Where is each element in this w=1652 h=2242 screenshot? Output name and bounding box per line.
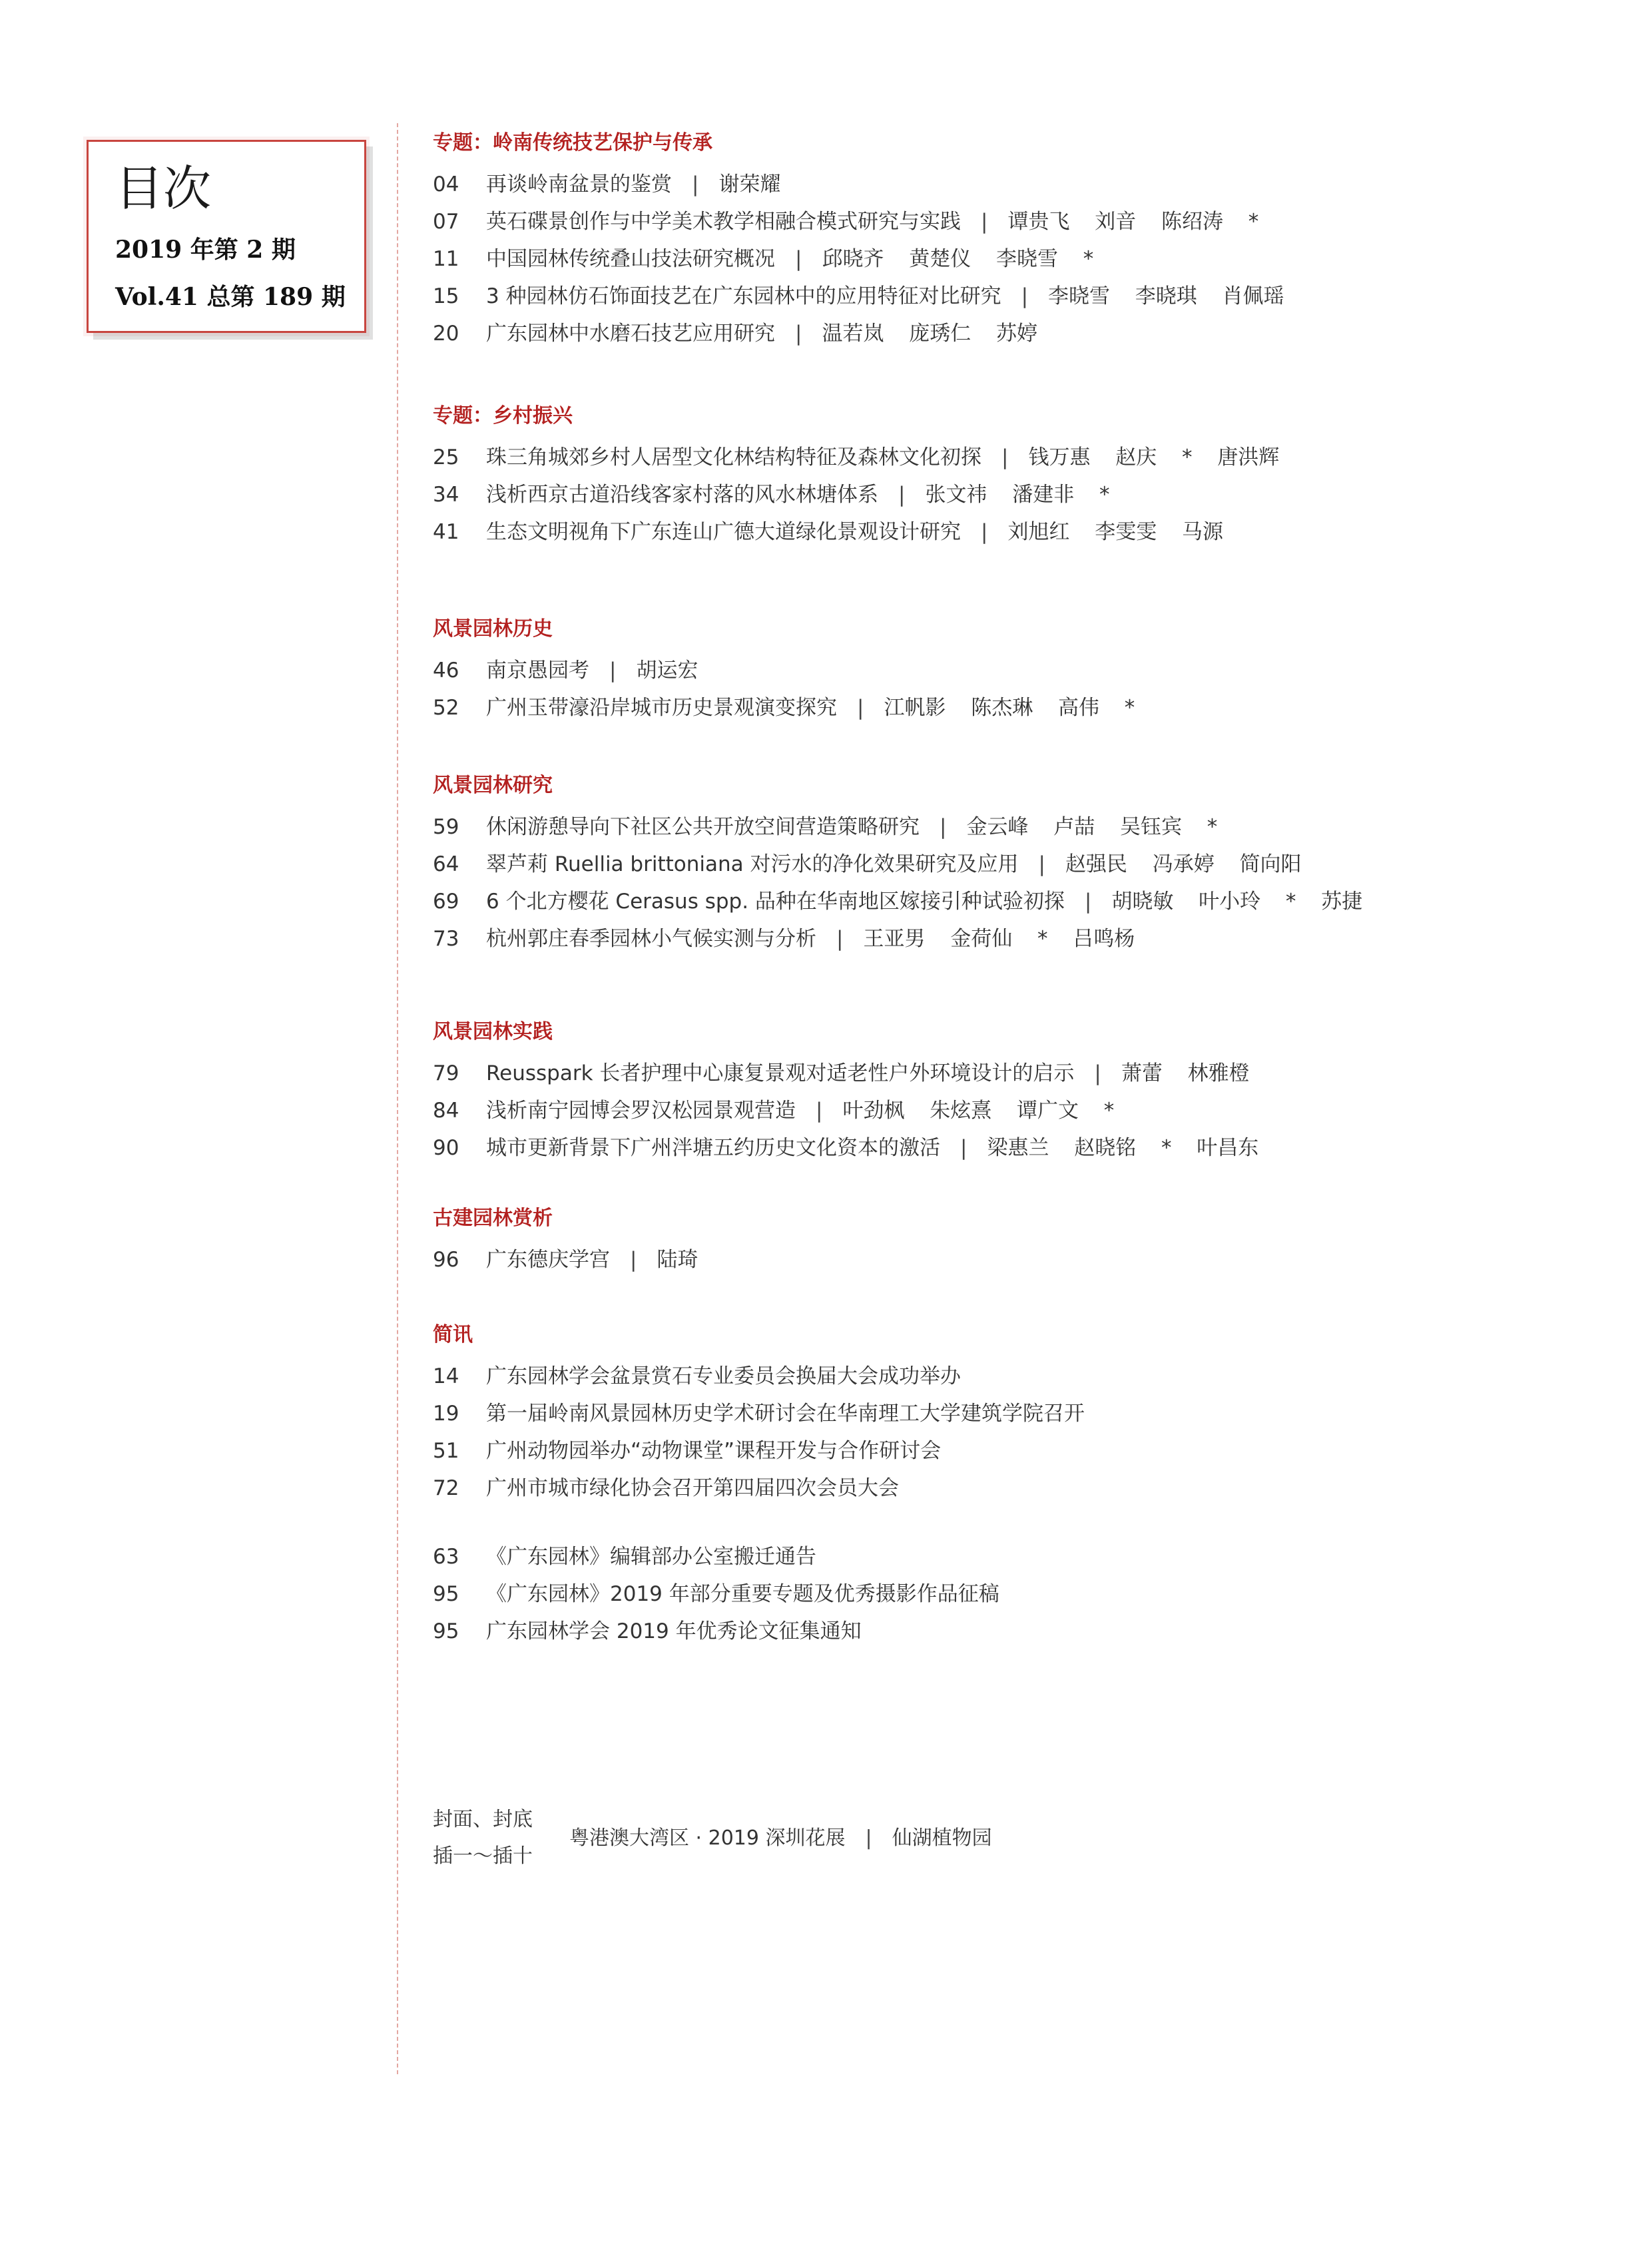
- toc-entry[interactable]: [433, 278, 1605, 315]
- news-entry[interactable]: [433, 1358, 1605, 1395]
- notice-title: 《广东园林》编辑部办公室搬迁通告: [486, 1545, 816, 1569]
- separator: |: [630, 1248, 637, 1272]
- article-authors: 谭贵飞 刘音 陈绍涛 *: [1007, 210, 1259, 234]
- page-number: 69: [433, 890, 459, 914]
- article-title: Reusspark 长者护理中心康复景观对适老性户外环境设计的启示: [486, 1061, 1075, 1085]
- notices-list: [433, 1538, 1605, 1650]
- toc-entry[interactable]: [433, 689, 1605, 726]
- section-landscape-practice: [433, 1019, 1605, 1167]
- news-title: 广州市城市绿化协会召开第四届四次会员大会: [486, 1476, 899, 1500]
- section-title: 风景园林研究: [433, 774, 553, 797]
- article-authors: 谢荣耀: [718, 172, 781, 196]
- article-authors: 张文祎 潘建非 *: [925, 483, 1110, 507]
- notice-title: 《广东园林》2019 年部分重要专题及优秀摄影作品征稿: [486, 1582, 999, 1606]
- page-number: 90: [433, 1136, 459, 1160]
- article-authors: 陆琦: [657, 1248, 698, 1272]
- article-title: 珠三角城郊乡村人居型文化林结构特征及森林文化初探: [486, 445, 981, 469]
- article-authors: 李晓雪 李晓琪 肖佩瑶: [1048, 284, 1284, 308]
- article-title: 浅析西京古道沿线客家村落的风水林塘体系: [486, 483, 878, 507]
- section-title: 古建园林赏析: [433, 1207, 553, 1230]
- toc-entry[interactable]: [433, 203, 1605, 240]
- separator: |: [1038, 852, 1045, 876]
- page-number: 96: [433, 1248, 459, 1272]
- cover-label-line2: 插一～插十: [433, 1844, 533, 1868]
- page-number: 11: [433, 247, 459, 271]
- section-title: 简讯: [433, 1323, 473, 1346]
- page-number: 41: [433, 520, 459, 544]
- notice-entry[interactable]: [433, 1613, 1605, 1650]
- cover-label-line1: 封面、封底: [433, 1808, 533, 1831]
- toc-entry[interactable]: [433, 920, 1605, 958]
- separator: |: [795, 247, 802, 271]
- article-title: 杭州郭庄春季园林小气候实测与分析: [486, 927, 816, 951]
- article-title: 中国园林传统叠山技法研究概况: [486, 247, 775, 271]
- toc-title-box: [87, 140, 366, 333]
- cover-credits: [433, 1801, 1432, 1874]
- article-authors: 王亚男 金荷仙 * 吕鸣杨: [863, 927, 1135, 951]
- toc-entry[interactable]: [433, 166, 1605, 203]
- article-authors: 胡运宏: [636, 659, 698, 683]
- page-number: 59: [433, 815, 459, 839]
- toc-entry[interactable]: [433, 240, 1605, 278]
- toc-entry[interactable]: [433, 1129, 1605, 1167]
- page-number: 73: [433, 927, 459, 951]
- section-news: [433, 1322, 1605, 1507]
- toc-entry[interactable]: [433, 476, 1605, 513]
- page-number: 19: [433, 1402, 459, 1426]
- article-authors: 邱晓齐 黄楚仪 李晓雪 *: [822, 247, 1094, 271]
- article-title: 浅析南宁园博会罗汉松园景观营造: [486, 1099, 796, 1123]
- page-number: 14: [433, 1364, 459, 1388]
- section-classical-garden: [433, 1205, 1605, 1278]
- news-entry[interactable]: [433, 1470, 1605, 1507]
- section-rural-revitalization: [433, 403, 1605, 551]
- separator: |: [1021, 284, 1029, 308]
- page-number: 15: [433, 284, 459, 308]
- toc-entry[interactable]: [433, 513, 1605, 551]
- article-authors: 赵强民 冯承婷 简向阳: [1065, 852, 1302, 876]
- toc-entry[interactable]: [433, 883, 1605, 920]
- separator: |: [1001, 445, 1009, 469]
- section-title: 专题：岭南传统技艺保护与传承: [433, 131, 712, 154]
- article-title: 6 个北方樱花 Cerasus spp. 品种在华南地区嫁接引种试验初探: [486, 890, 1065, 914]
- article-authors: 胡晓敏 叶小玲 * 苏捷: [1111, 890, 1363, 914]
- page-number: 51: [433, 1439, 459, 1463]
- news-title: 广东园林学会盆景赏石专业委员会换届大会成功举办: [486, 1364, 961, 1388]
- article-authors: 刘旭红 李雯雯 马源: [1007, 520, 1223, 544]
- separator: |: [1094, 1061, 1101, 1085]
- article-title: 城市更新背景下广州泮塘五约历史文化资本的激活: [486, 1136, 940, 1160]
- notice-entry[interactable]: [433, 1575, 1605, 1613]
- separator: |: [857, 696, 864, 720]
- section-lingnan-crafts: [433, 130, 1605, 352]
- page-number: 20: [433, 322, 459, 346]
- separator: |: [960, 1136, 967, 1160]
- page-number: 95: [433, 1619, 459, 1643]
- page-number: 34: [433, 483, 459, 507]
- article-title: 英石碟景创作与中学美术教学相融合模式研究与实践: [486, 210, 961, 234]
- toc-title: 目次: [115, 160, 212, 216]
- page-number: 07: [433, 210, 459, 234]
- dashed-divider: [397, 123, 398, 2074]
- news-entry[interactable]: [433, 1395, 1605, 1432]
- section-landscape-research: [433, 772, 1605, 958]
- page-number: 95: [433, 1582, 459, 1606]
- article-title: 休闲游憩导向下社区公共开放空间营造策略研究: [486, 815, 920, 839]
- article-authors: 钱万惠 赵庆 * 唐洪辉: [1028, 445, 1280, 469]
- section-title: 风景园林历史: [433, 617, 553, 641]
- separator: |: [816, 1099, 823, 1123]
- page-number: 84: [433, 1099, 459, 1123]
- toc-entry[interactable]: [433, 846, 1605, 883]
- article-authors: 温若岚 庞琇仁 苏婷: [822, 322, 1037, 346]
- news-title: 广州动物园举办“动物课堂”课程开发与合作研讨会: [486, 1439, 942, 1463]
- separator: |: [609, 659, 617, 683]
- page-number: 25: [433, 445, 459, 469]
- issue-number: 2019 年第 2 期: [115, 236, 296, 264]
- separator: |: [865, 1826, 872, 1850]
- toc-entry[interactable]: [433, 1092, 1605, 1129]
- separator: |: [795, 322, 802, 346]
- separator: |: [836, 927, 844, 951]
- article-authors: 梁惠兰 赵晓铭 * 叶昌东: [987, 1136, 1259, 1160]
- article-authors: 金云峰 卢喆 吴钰宾 *: [966, 815, 1218, 839]
- article-title: 广东园林中水磨石技艺应用研究: [486, 322, 775, 346]
- separator: |: [981, 520, 988, 544]
- toc-entry[interactable]: [433, 315, 1605, 352]
- notice-title: 广东园林学会 2019 年优秀论文征集通知: [486, 1619, 862, 1643]
- page-number: 79: [433, 1061, 459, 1085]
- section-title: 专题：乡村振兴: [433, 404, 573, 427]
- notice-entry[interactable]: [433, 1538, 1605, 1575]
- page-number: 63: [433, 1545, 459, 1569]
- article-authors: 萧蕾 林雅橙: [1121, 1061, 1250, 1085]
- news-entry[interactable]: [433, 1432, 1605, 1470]
- cover-description: [569, 1820, 992, 1856]
- page-number: 72: [433, 1476, 459, 1500]
- article-title: 广州玉带濠沿岸城市历史景观演变探究: [486, 696, 837, 720]
- article-title: 翠芦莉 Ruellia brittoniana 对污水的净化效果研究及应用: [486, 852, 1019, 876]
- separator: |: [940, 815, 947, 839]
- toc-entry[interactable]: [433, 1055, 1605, 1092]
- section-landscape-history: [433, 616, 1605, 726]
- separator: |: [981, 210, 988, 234]
- section-title: 风景园林实践: [433, 1020, 553, 1043]
- page-number: 04: [433, 172, 459, 196]
- article-authors: 江帆影 陈杰琳 高伟 *: [884, 696, 1135, 720]
- article-title: 广东德庆学宫: [486, 1248, 610, 1272]
- news-title: 第一届岭南风景园林历史学术研讨会在华南理工大学建筑学院召开: [486, 1402, 1085, 1426]
- article-title: 再谈岭南盆景的鉴赏: [486, 172, 672, 196]
- cover-text-b: 仙湖植物园: [892, 1826, 992, 1850]
- article-title: 生态文明视角下广东连山广德大道绿化景观设计研究: [486, 520, 961, 544]
- separator: |: [692, 172, 699, 196]
- toc-entry[interactable]: [433, 808, 1605, 846]
- separator: |: [1084, 890, 1092, 914]
- toc-entry[interactable]: [433, 652, 1605, 689]
- toc-entry[interactable]: [433, 1241, 1605, 1278]
- article-title: 南京愚园考: [486, 659, 589, 683]
- page-number: 52: [433, 696, 459, 720]
- cover-label: [433, 1801, 533, 1874]
- volume-number: Vol.41 总第 189 期: [115, 283, 346, 311]
- page-number: 46: [433, 659, 459, 683]
- toc-entry[interactable]: [433, 439, 1605, 476]
- article-authors: 叶劲枫 朱炫熹 谭广文 *: [842, 1099, 1115, 1123]
- article-title: 3 种园林仿石饰面技艺在广东园林中的应用特征对比研究: [486, 284, 1001, 308]
- page-number: 64: [433, 852, 459, 876]
- cover-text-a: 粤港澳大湾区 · 2019 深圳花展: [569, 1826, 846, 1850]
- separator: |: [898, 483, 906, 507]
